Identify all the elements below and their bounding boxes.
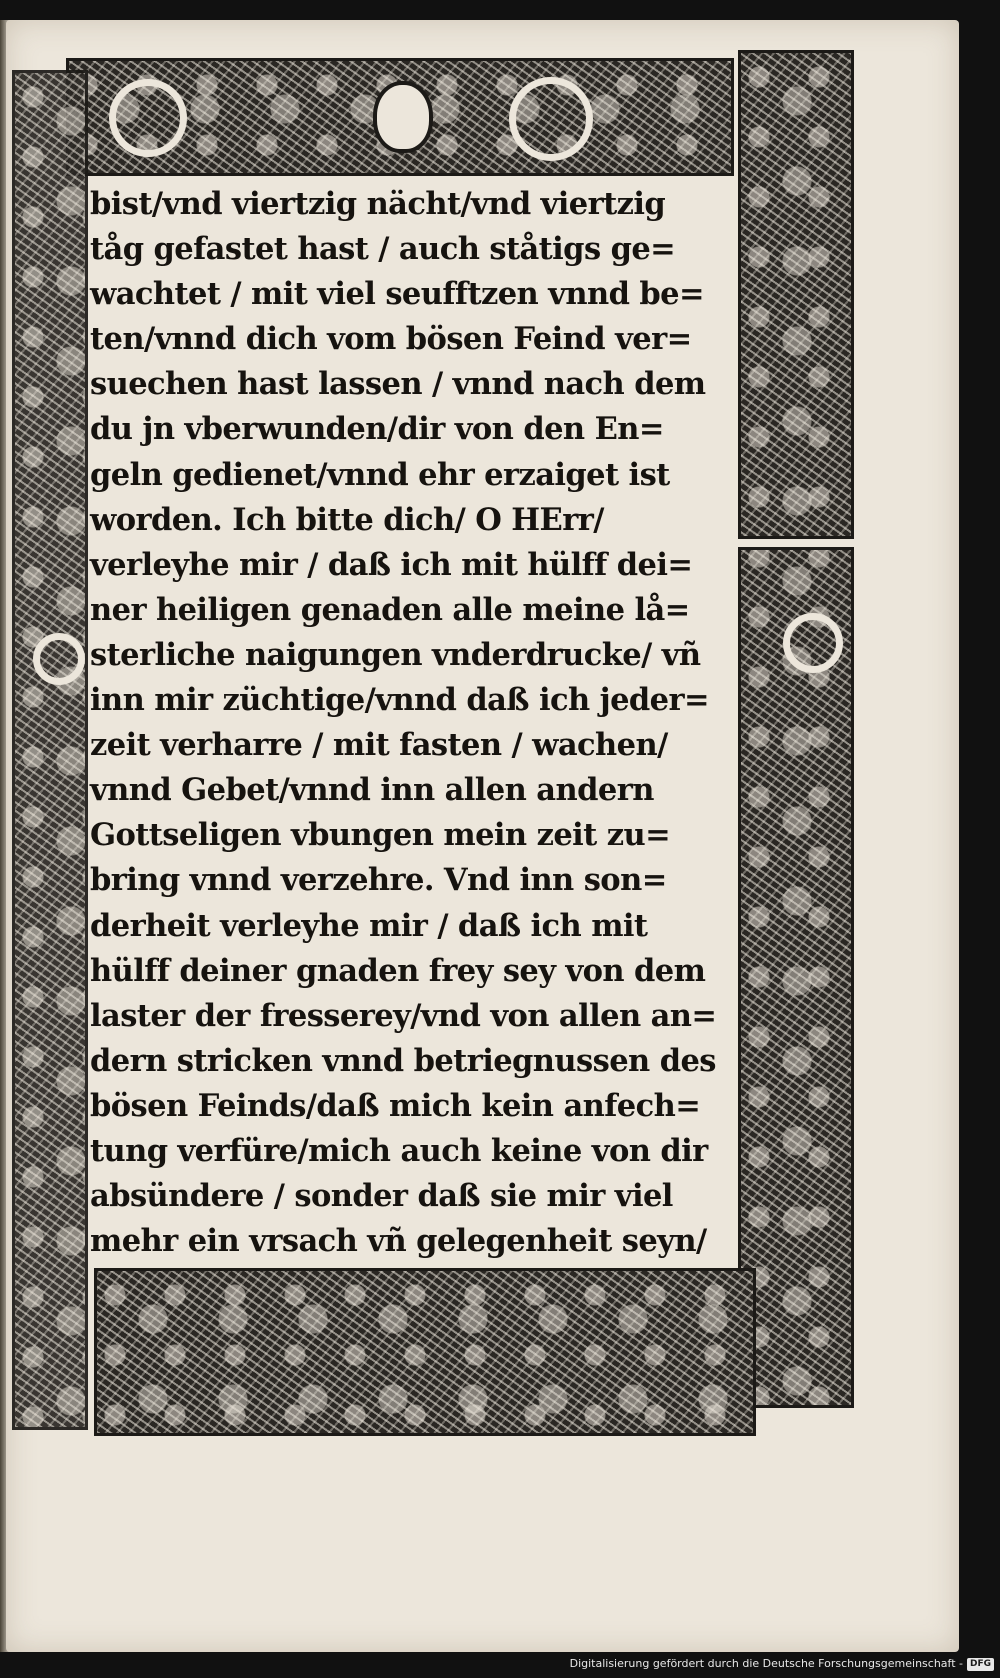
- text-line: hülff deiner gnaden frey sey von dem: [90, 952, 706, 989]
- text-line: tåg gefastet hast / auch ståtigs ge=: [90, 231, 676, 268]
- text-line: mehr ein vrsach vñ gelegenheit seyn/: [90, 1223, 707, 1260]
- woodcut-border-bottom: [94, 1268, 756, 1436]
- dfg-logo: DFG: [967, 1658, 994, 1671]
- text-line: inn mir züchtige/vnnd daß ich jeder=: [90, 682, 709, 719]
- border-divider: [738, 536, 854, 550]
- text-line: geln gedienet/vnnd ehr erzaiget ist: [90, 456, 670, 493]
- text-block: [90, 182, 740, 1264]
- text-line: zeit verharre / mit fasten / wachen/: [90, 727, 668, 764]
- woodcut-border-left: [12, 70, 88, 1430]
- text-line: bring vnnd verzehre. Vnd inn son=: [90, 862, 667, 899]
- woodcut-border-top: [66, 58, 734, 176]
- face-ornament: [373, 81, 433, 153]
- text-line: derheit verleyhe mir / daß ich mit: [90, 907, 648, 944]
- text-line: tung verfüre/mich auch keine von dir: [90, 1132, 708, 1169]
- scroll-ornament-right: [509, 77, 593, 161]
- text-line: bösen Feinds/daß mich kein anfech=: [90, 1087, 701, 1124]
- scroll-ornament-side: [783, 613, 843, 673]
- text-line: laster der fresserey/vnd von allen an=: [90, 997, 717, 1034]
- text-line: dern stricken vnnd betriegnussen des: [90, 1042, 716, 1079]
- credit-text: Digitalisierung gefördert durch die Deutsche Forschungsgemeinschaft -: [569, 1657, 963, 1670]
- scroll-ornament-left-side: [33, 633, 85, 685]
- text-line: sterliche naigungen vnderdrucke/ vñ: [90, 636, 701, 673]
- text-line: vnnd Gebet/vnnd inn allen andern: [90, 772, 654, 809]
- text-line: ner heiligen genaden alle meine lå=: [90, 591, 690, 628]
- text-line: ten/vnnd dich vom bösen Feind ver=: [90, 321, 692, 358]
- text-line: Gottseligen vbungen mein zeit zu=: [90, 817, 671, 854]
- text-line: verleyhe mir / daß ich mit hülff dei=: [90, 546, 693, 583]
- digitization-credit: [570, 1656, 994, 1672]
- text-line: worden. Ich bitte dich/ O HErr/: [90, 501, 604, 538]
- text-line: wachtet / mit viel seufftzen vnnd be=: [90, 276, 704, 313]
- text-line: absündere / sonder daß sie mir viel: [90, 1178, 673, 1215]
- woodcut-border-right: [738, 50, 854, 1408]
- scroll-ornament-left: [109, 79, 187, 157]
- text-line: du jn vberwunden/dir von den En=: [90, 411, 664, 448]
- text-line: bist/vnd viertzig nächt/vnd viertzig: [90, 186, 666, 222]
- text-line: suechen hast lassen / vnnd nach dem: [90, 366, 706, 403]
